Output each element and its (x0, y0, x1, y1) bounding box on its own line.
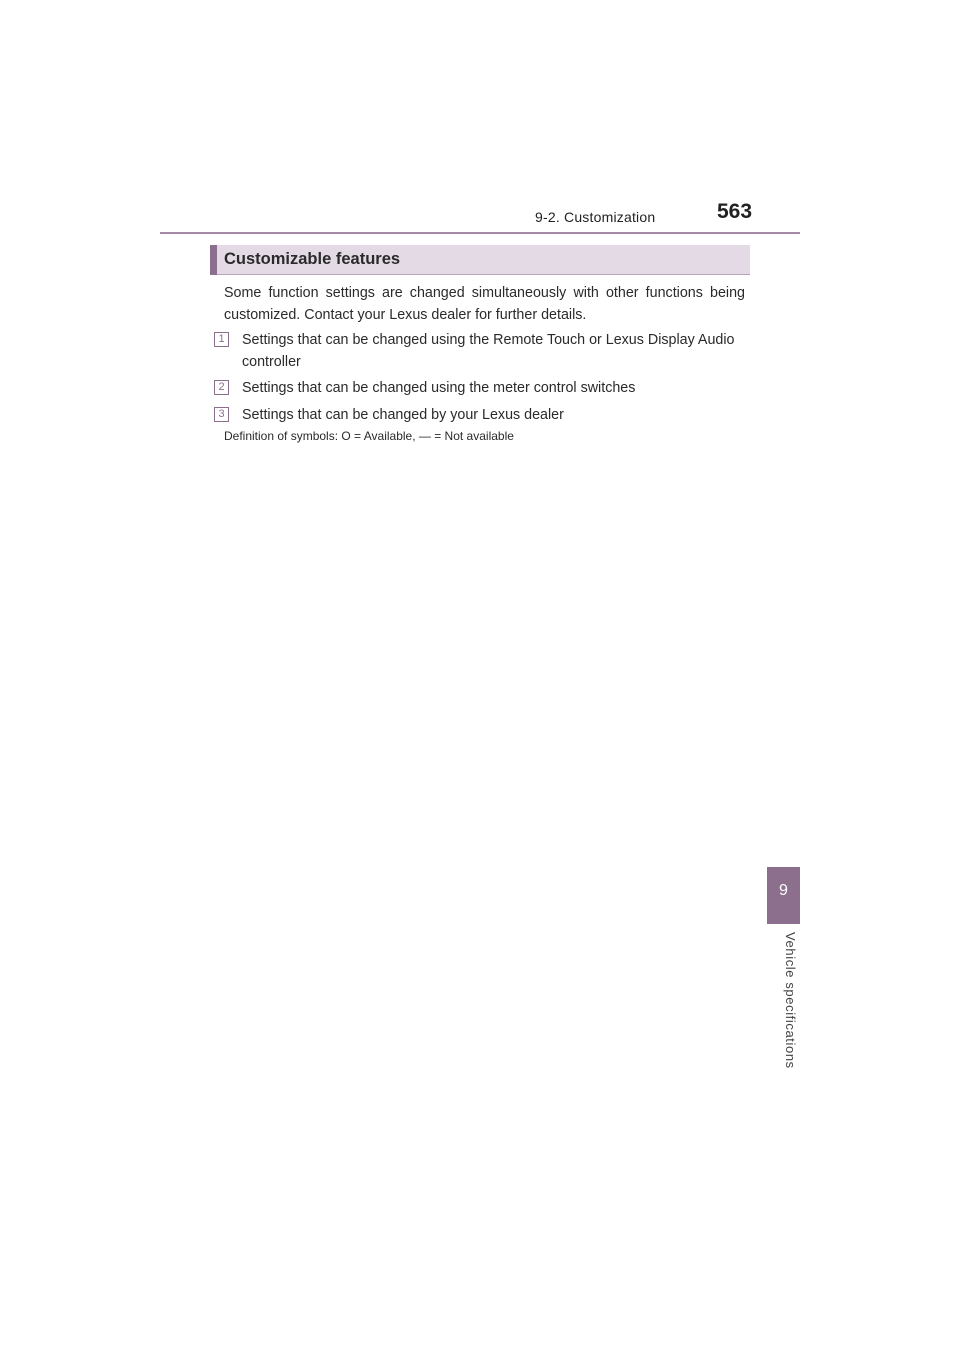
chapter-tab-label: Vehicle specifications (783, 932, 798, 1069)
number-1-icon: 1 (214, 332, 229, 347)
section-heading-accent-bar (210, 245, 217, 275)
chapter-tab-number: 9 (779, 882, 788, 899)
header-section-title: 9-2. Customization (535, 209, 656, 225)
symbol-definition: Definition of symbols: O = Available, — = Not available (224, 429, 514, 443)
chapter-tab-label-area (767, 924, 800, 1124)
header-divider (160, 232, 800, 234)
number-3-icon: 3 (214, 407, 229, 422)
intro-paragraph: Some function settings are changed simultaneously with other functions being customized. Contact your Lexus dealer for further details. (224, 285, 745, 323)
list-item-text: Settings that can be changed by your Lexus dealer (242, 407, 564, 423)
page-number: 563 (717, 200, 753, 223)
section-heading (210, 245, 750, 275)
number-2-icon: 2 (214, 380, 229, 395)
list-item-text: Settings that can be changed using the meter control switches (242, 380, 636, 396)
chapter-tab (767, 867, 800, 924)
list-item (214, 329, 745, 373)
list-item-text: Settings that can be changed using the Remote Touch or Lexus Display Audio controller (242, 332, 735, 370)
list-item (214, 377, 745, 399)
list-item (214, 404, 745, 426)
section-title: Customizable features (224, 250, 401, 268)
